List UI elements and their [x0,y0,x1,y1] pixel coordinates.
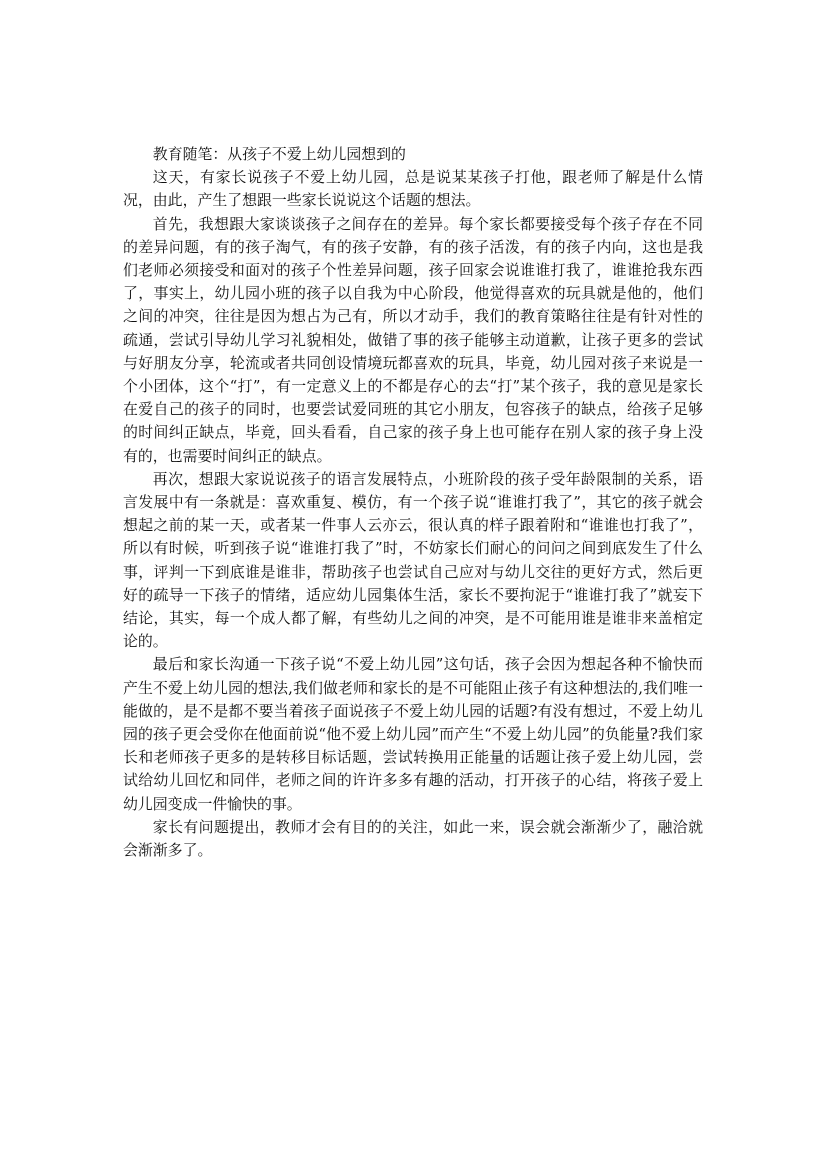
paragraph-3: 再次，想跟大家说说孩子的语言发展特点，小班阶段的孩子受年龄限制的关系，语言发展中有一条就是：喜欢重复、模仿，有一个孩子说“谁谁打我了”，其它的孩子就会想起之前的某一天，或者某一件事人云亦云，很认真的样子跟着附和“谁谁也打我了”，所以有时候，听到孩子说“谁谁打我了”时，不妨家长们耐心的问问之间到底发生了什么事，评判一下到底谁是谁非，帮助孩子也尝试自己应对与幼儿交往的更好方式，然后更好的疏导一下孩子的情绪，适应幼儿园集体生活，家长不要拘泥于“谁谁打我了”就妄下结论，其实，每一个成人都了解，有些幼儿之间的冲突，是不可能用谁是谁非来盖棺定论的。 [123,469,703,651]
paragraph-2: 首先，我想跟大家谈谈孩子之间存在的差异。每个家长都要接受每个孩子存在不同的差异问题，有的孩子淘气，有的孩子安静，有的孩子活泼，有的孩子内向，这也是我们老师必须接受和面对的孩子个性差异问题，孩子回家会说谁谁打我了，谁谁抢我东西了，事实上，幼儿园小班的孩子以自我为中心阶段，他觉得喜欢的玩具就是他的，他们之间的冲突，往往是因为想占为己有，所以才动手，我们的教育策略往往是有针对性的疏通，尝试引导幼儿学习礼貌相处，做错了事的孩子能够主动道歉，让孩子更多的尝试与好朋友分享，轮流或者共同创设情境玩都喜欢的玩具，毕竟，幼儿园对孩子来说是一个小团体，这个“打”，有一定意义上的不都是存心的去“打”某个孩子，我的意见是家长在爱自己的孩子的同时，也要尝试爱同班的其它小朋友，包容孩子的缺点，给孩子足够的时间纠正缺点，毕竟，回头看看，自己家的孩子身上也可能存在别人家的孩子身上没有的，也需要时间纠正的缺点。 [123,214,703,465]
article-body [123,143,703,862]
paragraph-5: 家长有问题提出，教师才会有目的的关注，如此一来，误会就会渐渐少了，融洽就会渐渐多了。 [123,817,703,860]
paragraph-4: 最后和家长沟通一下孩子说“不爱上幼儿园”这句话，孩子会因为想起各种不愉快而产生不爱上幼儿园的想法,我们做老师和家长的是不可能阻止孩子有这种想法的,我们唯一能做的，是不是都不要当着孩子面说孩子不爱上幼儿园的话题?有没有想过，不爱上幼儿园的孩子更会受你在他面前说“他不爱上幼儿园”而产生“不爱上幼儿园”的负能量?我们家长和老师孩子更多的是转移目标话题，尝试转换用正能量的话题让孩子爱上幼儿园，尝试给幼儿回忆和同伴，老师之间的许许多多有趣的活动，打开孩子的心结，将孩子爱上幼儿园变成一件愉快的事。 [123,655,703,813]
paragraph-1: 这天，有家长说孩子不爱上幼儿园，总是说某某孩子打他，跟老师了解是什么情况，由此，产生了想跟一些家长说说这个话题的想法。 [123,168,703,210]
article-title: 教育随笔：从孩子不爱上幼儿园想到的 [152,145,406,163]
